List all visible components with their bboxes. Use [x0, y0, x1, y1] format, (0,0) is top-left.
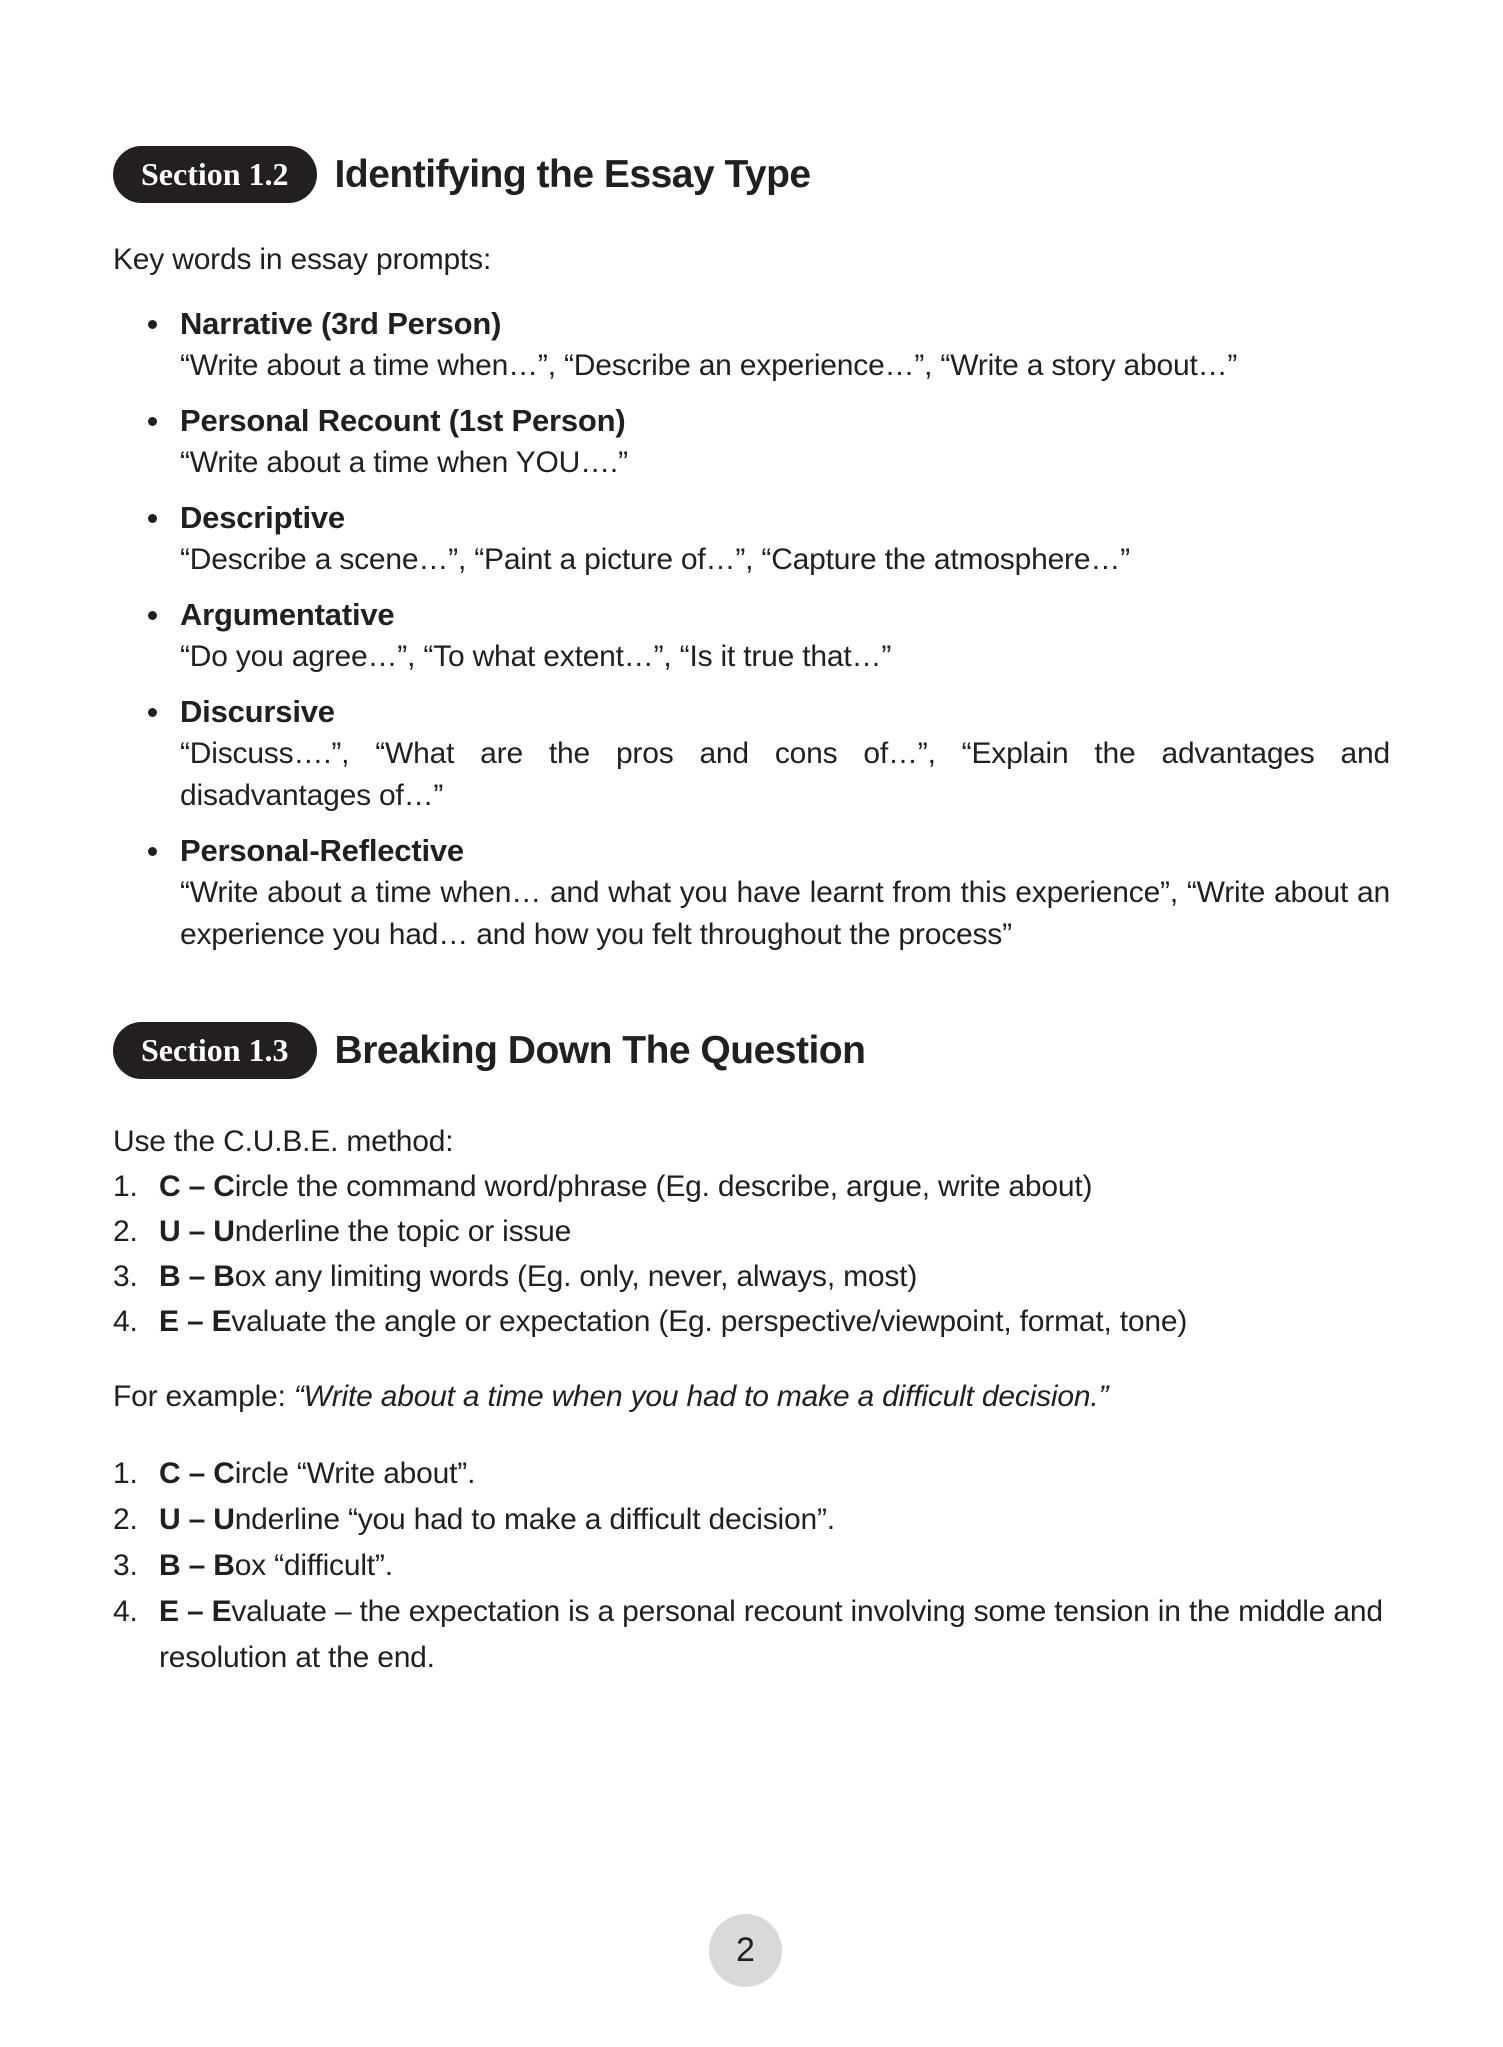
section-badge: Section 1.3: [113, 1022, 317, 1079]
list-item-body: [180, 497, 1390, 581]
step-number: 4.: [113, 1595, 138, 1628]
step-number: 2.: [113, 1503, 138, 1536]
essay-type-term: Discursive: [180, 694, 335, 729]
step-text: [159, 1543, 1390, 1589]
list-item: [113, 303, 1390, 387]
step-text: [159, 1299, 1390, 1344]
step-bold-prefix: B – B: [159, 1549, 235, 1582]
essay-type-term: Personal-Reflective: [180, 833, 464, 868]
list-item-body: [180, 303, 1390, 387]
intro-text: Key words in essay prompts:: [113, 243, 492, 276]
cube-step: [113, 1451, 1390, 1497]
step-rest: valuate – the expectation is a personal recount involving some tension in the middle and resolution at the end.: [159, 1595, 1383, 1674]
page-number-badge: [709, 1914, 782, 1987]
bullet-icon: [148, 611, 157, 620]
step-rest: nderline the topic or issue: [234, 1215, 572, 1248]
bullet-icon: [148, 417, 157, 426]
step-rest: valuate the angle or expectation (Eg. perspective/viewpoint, format, tone): [231, 1305, 1188, 1338]
list-item-body: [180, 691, 1390, 817]
essay-type-term: Descriptive: [180, 500, 345, 535]
step-rest: ox any limiting words (Eg. only, never, always, most): [234, 1260, 918, 1293]
cube-example-steps: [113, 1451, 1390, 1681]
page-number: 2: [736, 1931, 755, 1969]
cube-step: [113, 1543, 1390, 1589]
step-number: 1.: [113, 1170, 138, 1203]
essay-type-term: Narrative (3rd Person): [180, 306, 502, 341]
list-item: [113, 594, 1390, 678]
step-bold-prefix: U – U: [159, 1215, 235, 1248]
list-item: [113, 400, 1390, 484]
cube-step: [113, 1497, 1390, 1543]
section-badge: Section 1.2: [113, 146, 317, 203]
step-bold-prefix: C – C: [159, 1170, 235, 1203]
essay-type-term: Personal Recount (1st Person): [180, 403, 626, 438]
step-bold-prefix: E – E: [159, 1595, 232, 1628]
step-rest: ircle the command word/phrase (Eg. describe, argue, write about): [234, 1170, 1093, 1203]
cube-method-block: [113, 1119, 1390, 1344]
essay-type-prompts: “Write about a time when YOU….”: [180, 446, 628, 479]
example-label: For example:: [113, 1380, 294, 1413]
list-item: [113, 497, 1390, 581]
list-item: [113, 830, 1390, 956]
essay-type-prompts: “Describe a scene…”, “Paint a picture of…”, “Capture the atmosphere…”: [180, 543, 1130, 576]
step-rest: ox “difficult”.: [234, 1549, 393, 1582]
essay-type-prompts: “Write about a time when…”, “Describe an experience…”, “Write a story about…”: [180, 349, 1238, 382]
step-rest: ircle “Write about”.: [234, 1457, 476, 1490]
section-1-3-header: [113, 1022, 1390, 1079]
list-item-body: [180, 594, 1390, 678]
list-item-body: [180, 400, 1390, 484]
list-item-body: [180, 830, 1390, 956]
bullet-icon: [148, 514, 157, 523]
step-number: 3.: [113, 1549, 138, 1582]
essay-type-prompts: “Do you agree…”, “To what extent…”, “Is it true that…”: [180, 640, 892, 673]
bullet-icon: [148, 320, 157, 329]
step-text: [159, 1164, 1390, 1209]
bullet-icon: [148, 847, 157, 856]
step-text: [159, 1209, 1390, 1254]
cube-method-intro: Use the C.U.B.E. method:: [113, 1125, 454, 1158]
cube-step: [113, 1299, 1390, 1344]
step-text: [159, 1451, 1390, 1497]
section-title: Identifying the Essay Type: [334, 152, 811, 196]
step-bold-prefix: U – U: [159, 1503, 235, 1536]
step-rest: nderline “you had to make a difficult decision”.: [234, 1503, 835, 1536]
step-bold-prefix: E – E: [159, 1305, 232, 1338]
essay-type-list: [113, 303, 1390, 956]
bullet-icon: [148, 708, 157, 717]
example-sentence: [113, 1374, 1390, 1419]
step-bold-prefix: B – B: [159, 1260, 235, 1293]
step-text: [159, 1497, 1390, 1543]
step-text: [159, 1254, 1390, 1299]
step-text: [159, 1589, 1390, 1681]
step-number: 2.: [113, 1215, 138, 1248]
cube-step: [113, 1589, 1390, 1681]
essay-type-prompts: “Write about a time when… and what you have learnt from this experience”, “Write about an experience you had… and how you felt throughout the process”: [180, 876, 1390, 951]
cube-step: [113, 1209, 1390, 1254]
essay-type-term: Argumentative: [180, 597, 395, 632]
section-1-2-header: [113, 146, 1390, 203]
section-title: Breaking Down The Question: [334, 1028, 866, 1072]
example-quote: “Write about a time when you had to make a difficult decision.”: [293, 1380, 1109, 1413]
step-bold-prefix: C – C: [159, 1457, 235, 1490]
step-number: 3.: [113, 1260, 138, 1293]
essay-type-prompts: “Discuss….”, “What are the pros and cons of…”, “Explain the advantages and disadvantages of…”: [180, 737, 1390, 812]
cube-step: [113, 1254, 1390, 1299]
step-number: 4.: [113, 1305, 138, 1338]
cube-step: [113, 1164, 1390, 1209]
list-item: [113, 691, 1390, 817]
step-number: 1.: [113, 1457, 138, 1490]
